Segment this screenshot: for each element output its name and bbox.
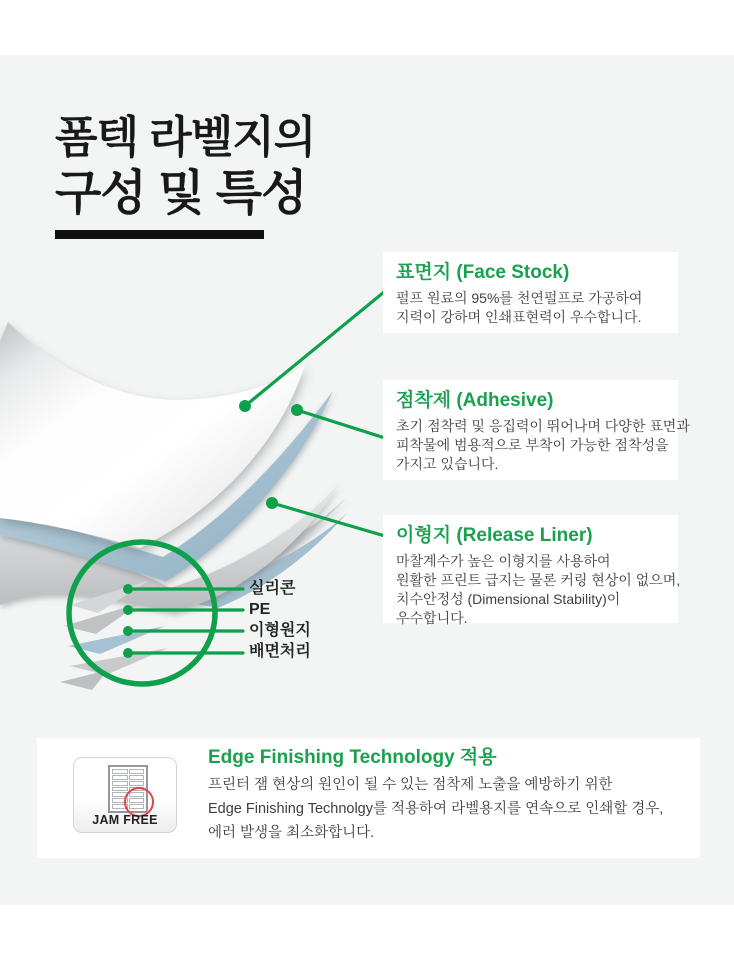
title-underline-bar	[55, 230, 264, 239]
callout-adhesive-title: 점착제 (Adhesive)	[396, 390, 554, 411]
edge-finishing-section	[37, 738, 700, 858]
layer-label-silicone: 실리콘	[249, 580, 296, 597]
callout-face-stock-line: 지력이 강하며 인쇄표현력이 우수합니다.	[396, 309, 642, 325]
layer-label-base-paper: 이형원지	[249, 622, 311, 639]
edge-finishing-line: Edge Finishing Technolgy를 적용하여 라벨용지를 연속으로 인쇄할 경우,	[208, 801, 664, 817]
layer-label-pe: PE	[249, 601, 271, 618]
layer-label-back-coating: 배면처리	[249, 643, 311, 660]
page-title-line2: 구성 및 특성	[55, 167, 307, 220]
page-title	[55, 110, 315, 222]
edge-finishing-line: 에러 발생을 최소화합니다.	[208, 825, 375, 841]
edge-finishing-title: Edge Finishing Technology 적용	[208, 747, 497, 768]
callout-release-liner-line: 우수합니다.	[396, 610, 468, 626]
callout-face-stock	[383, 252, 678, 333]
face-stock-sheet	[0, 322, 305, 548]
callout-face-stock-line: 펄프 원료의 95%를 천연펄프로 가공하여	[396, 290, 643, 306]
callout-release-liner-line: 마찰계수가 높은 이형지를 사용하여	[396, 553, 611, 569]
page-title-line1: 폼텍 라벨지의	[55, 113, 316, 162]
label-layers-diagram	[0, 250, 420, 720]
callout-release-liner-line: 치수안정성 (Dimensional Stability)이	[396, 591, 621, 607]
callout-face-stock-title: 표면지 (Face Stock)	[396, 262, 570, 283]
callout-release-liner-line: 원활한 프린트 급지는 물론 커링 현상이 없으며,	[396, 572, 681, 588]
callout-adhesive-line: 가지고 있습니다.	[396, 456, 499, 472]
callout-adhesive-line: 피착물에 범용적으로 부착이 가능한 점착성을	[396, 437, 669, 453]
callout-adhesive-line: 초기 점착력 및 응집력이 뛰어나며 다양한 표면과	[396, 418, 690, 434]
edge-finishing-text	[208, 745, 663, 845]
callout-adhesive	[383, 380, 690, 480]
callout-release-liner	[383, 515, 681, 626]
callout-release-liner-title: 이형지 (Release Liner)	[396, 525, 593, 546]
jam-free-badge	[73, 757, 177, 833]
jam-free-label: JAM FREE	[92, 813, 158, 827]
edge-finishing-line: 프린터 잼 현상의 원인이 될 수 있는 점착제 노출을 예방하기 위한	[208, 777, 613, 793]
